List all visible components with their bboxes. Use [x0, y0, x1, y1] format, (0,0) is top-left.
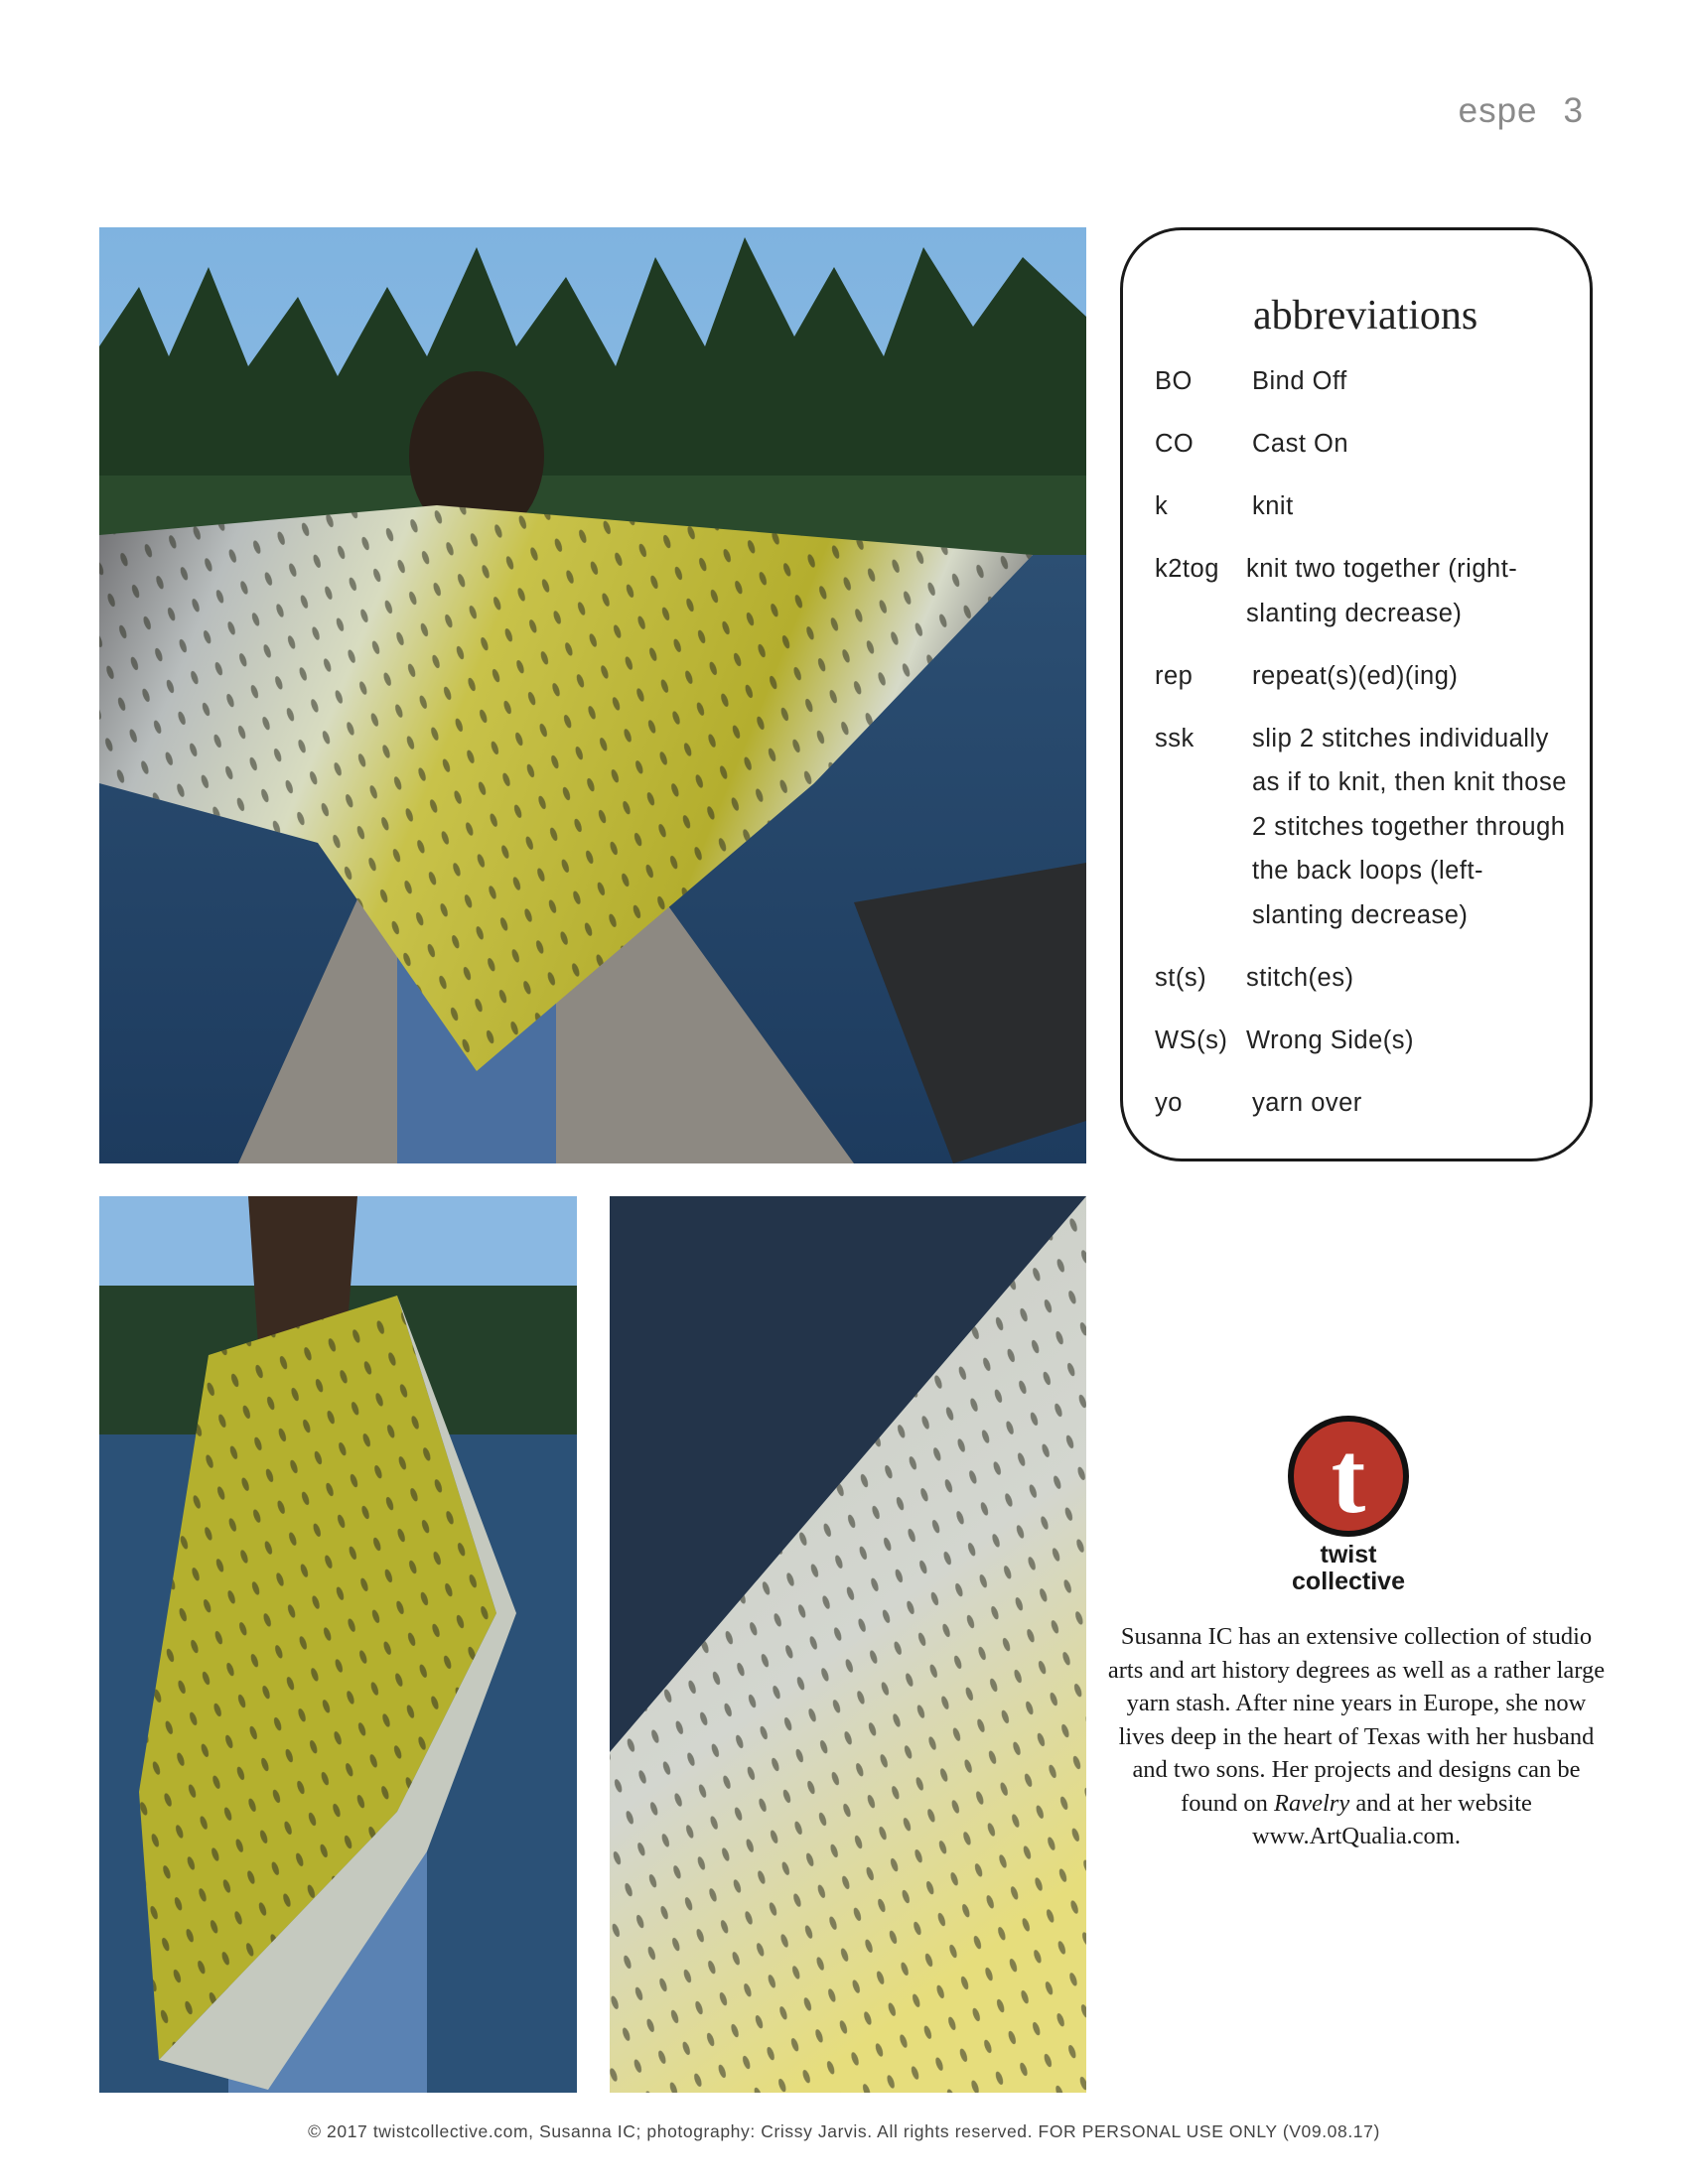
- bio-text-end: and at her website www.ArtQualia.com.: [1251, 1789, 1532, 1849]
- abbreviation-definition: Bind Off: [1252, 367, 1347, 395]
- page-header: [1459, 91, 1584, 131]
- shawl-model-back-photo-icon: [99, 227, 1086, 1163]
- abbreviation-definition: knit: [1252, 492, 1294, 520]
- logo-line-2: collective: [1292, 1568, 1405, 1595]
- abbreviation-row: [1155, 422, 1570, 467]
- abbreviation-definition: slip 2 stitches individually as if to knit, then knit those 2 stitches together through the back loops (left-slanting decrease): [1252, 724, 1567, 929]
- logo-wordmark: [1231, 1542, 1466, 1595]
- abbreviation-definition: stitch(es): [1246, 963, 1354, 992]
- shawl-side-photo: [99, 1196, 577, 2093]
- shawl-back-photo: [99, 227, 1086, 1163]
- abbreviation-term: WS(s): [1155, 1025, 1228, 1054]
- lace-closeup-photo-icon: [610, 1196, 1086, 2093]
- pattern-name: espe: [1458, 91, 1538, 130]
- abbreviation-term: BO: [1155, 367, 1193, 395]
- abbreviation-row: [1155, 717, 1570, 938]
- abbreviation-definition: Cast On: [1252, 430, 1349, 458]
- shawl-model-side-photo-icon: [99, 1196, 577, 2093]
- abbreviation-definition: yarn over: [1252, 1088, 1362, 1117]
- logo-line-1: twist: [1320, 1541, 1377, 1569]
- abbreviation-row: [1155, 359, 1570, 404]
- abbreviation-row: [1155, 654, 1570, 699]
- abbreviation-row: [1155, 1019, 1570, 1063]
- abbreviation-term: yo: [1155, 1088, 1183, 1117]
- bio-text: Susanna IC has an extensive collection of studio arts and art history degrees as well as a rather large yarn stash. After nine years in Europe, she now lives deep in the heart of Texas with her husband and two sons. Her projects and designs can be found on: [1107, 1623, 1606, 1817]
- abbreviation-row: [1155, 956, 1570, 1001]
- abbreviations-box: [1120, 227, 1593, 1161]
- lace-detail-photo: [610, 1196, 1086, 2093]
- abbreviation-term: k2tog: [1155, 555, 1219, 583]
- abbreviation-row: [1155, 547, 1570, 635]
- abbreviation-row: [1155, 1081, 1570, 1126]
- copyright-footer: © 2017 twistcollective.com, Susanna IC; photography: Crissy Jarvis. All rights reserved. FOR PERSONAL USE ONLY (V09.08.17): [308, 2121, 1380, 2141]
- logo-letter: t: [1331, 1421, 1366, 1535]
- abbreviation-term: rep: [1155, 661, 1194, 690]
- abbreviation-row: [1155, 484, 1570, 529]
- abbreviation-term: k: [1155, 492, 1169, 520]
- abbreviation-term: ssk: [1155, 724, 1195, 752]
- abbreviation-definition: repeat(s)(ed)(ing): [1252, 661, 1459, 690]
- abbreviations-title: abbreviations: [1253, 293, 1478, 339]
- designer-bio: [1106, 1620, 1607, 1853]
- abbreviation-definition: Wrong Side(s): [1246, 1025, 1415, 1054]
- bio-ravelry: Ravelry: [1274, 1789, 1350, 1817]
- abbreviation-definition: knit two together (right-slanting decrease): [1246, 555, 1518, 627]
- page-number: 3: [1563, 91, 1584, 130]
- abbreviations-list: [1155, 359, 1570, 1125]
- abbreviation-term: CO: [1155, 430, 1195, 458]
- twist-collective-logo-icon: [1285, 1413, 1412, 1540]
- abbreviation-term: st(s): [1155, 963, 1207, 992]
